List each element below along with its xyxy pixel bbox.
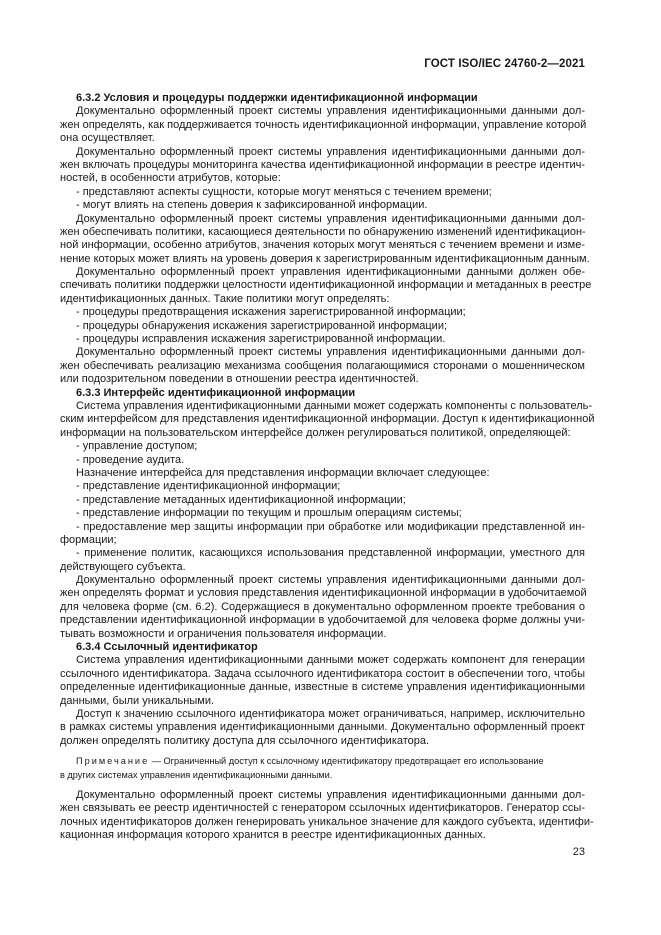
text-line: лочных идентификаторов должен генерировать уникальное значение для каждого субъекта, идентифи- — [60, 815, 594, 828]
text-line: - проведение аудита. — [76, 453, 185, 466]
text-line: - могут влиять на степень доверия к зафиксированной информации. — [76, 199, 428, 212]
text-line: должен определять политику доступа для ссылочного идентификатора. — [60, 734, 430, 747]
text-line: жен определять формат и условия представления идентификационной информации в удобочитаемой — [60, 587, 587, 600]
text-line: ной информации, особенно атрибутов, значения которых могут меняться с течением времени и изме- — [60, 239, 585, 252]
text-line: ностей, в особенности атрибутов, которые: — [60, 172, 281, 185]
text-line: Система управления идентификационными данными может содержать компоненты с пользователь- — [76, 399, 593, 412]
text-line: идентификационных данных. Такие политики могут определять: — [60, 292, 390, 305]
text-line: Документально оформленный проект системы управления идентификационными данными дол- — [76, 145, 585, 158]
text-line: ссылочного идентификатора. Задача ссылочного идентификатора состоит в обеспечении того, чтобы — [60, 667, 585, 680]
text-line: - процедуры предотвращения искажения зарегистрированной информации; — [76, 306, 466, 319]
spacer — [60, 782, 585, 789]
text-line: жен обеспечивать политики, касающиеся деятельности по обнаружению изменений идентификацион- — [60, 225, 586, 238]
text-line: в рамках системы управления идентификационными данными. Документально оформленный проект — [60, 721, 585, 734]
text-line: Документально оформленный проект системы управления идентификационными данными дол- — [76, 105, 585, 118]
text-line: ским интерфейсом для представления идентификационной информации. Доступ к идентификационной — [60, 413, 595, 426]
text-line: для человека форме (см. 6.2). Содержащиеся в документально оформленном проекте требования о — [60, 600, 585, 613]
text-line: жен определять, как поддерживается точность идентификационной информации, управление которой — [60, 118, 587, 131]
text-line: в других системах управления идентификационными данными. — [60, 769, 333, 780]
text-line: представлении идентификационной информации в удобочитаемой для человека форме должны учи- — [60, 614, 585, 627]
text-line: информации на пользовательском интерфейсе должен регулироваться политикой, определяющей: — [60, 426, 571, 439]
text-line: - управление доступом; — [76, 440, 198, 453]
text-line: определенные идентификационные данные, известные в системе управления идентификационными — [60, 681, 585, 694]
section-heading: 6.3.3 Интерфейс идентификационной информации — [76, 386, 356, 399]
text-line: нение которых может влиять на уровень доверия к зарегистрированным идентификационным данным. — [60, 252, 590, 265]
text-line: данными, были уникальными. — [60, 694, 215, 707]
page-number: 23 — [572, 846, 585, 858]
standard-header: ГОСТ ISO/IEC 24760-2—2021 — [424, 58, 585, 70]
note-text: — Ограниченный доступ к ссылочному идентификатору предотвращает его использование — [149, 756, 544, 767]
text-line: Назначение интерфейса для представления информации включает следующее: — [76, 466, 490, 479]
text-line: - процедуры обнаружения искажения зарегистрированной информации; — [76, 319, 448, 332]
text-line: - представляют аспекты сущности, которые могут меняться с течением времени; — [76, 185, 492, 198]
spacer — [60, 748, 585, 755]
text-line: - применение политик, касающихся использования представленной информации, уместного для — [76, 547, 585, 560]
text-line: тывать возможности и ограничения пользователя информации. — [60, 627, 387, 640]
text-line: Документально оформленный проект системы управления идентификационными данными дол- — [76, 788, 585, 801]
text-line: - представление метаданных идентификационной информации; — [76, 493, 406, 506]
text-line: - процедуры исправления искажения зарегистрированной информации. — [76, 333, 446, 346]
text-line: - предоставление мер защиты информации при обработке или модификации представленной ин- — [76, 520, 585, 533]
text-line: или подозрительном поведении в отношении реестра идентичностей. — [60, 373, 419, 386]
text-line: Система управления идентификационными данными может содержать компонент для генерации — [76, 654, 585, 667]
body-text — [60, 92, 595, 842]
note-line — [60, 755, 585, 768]
note-label: Примечание — [76, 756, 150, 767]
text-line: Документально оформленный проект системы управления идентификационными данными дол- — [76, 574, 585, 587]
text-line: жен включать процедуры мониторинга качества идентификационной информации в реестре идентич- — [60, 158, 585, 171]
text-line: - представление идентификационной информации; — [76, 480, 341, 493]
text-line: Документально оформленный проект системы управления идентификационными данными дол- — [76, 346, 585, 359]
section-heading: 6.3.4 Ссылочный идентификатор — [76, 641, 258, 654]
text-line: спечивать политики поддержки целостности идентификационной информации и метаданных в реестре — [60, 279, 592, 292]
text-line: она осуществляет. — [60, 132, 155, 145]
text-line: жен связывать ее реестр идентичностей с генератором ссылочных идентификаторов. Генератор ссы- — [60, 802, 585, 815]
text-line: действующего субъекта. — [60, 560, 186, 573]
text-line: Документально оформленный проект управления идентификационными данными должен обе- — [76, 266, 585, 279]
text-line: Документально оформленный проект системы управления идентификационными данными дол- — [76, 212, 585, 225]
text-line: формации; — [60, 533, 117, 546]
text-line: - представление информации по текущим и прошлым операциям системы; — [76, 507, 462, 520]
text-line: Доступ к значению ссылочного идентификатора может ограничиваться, например, исключительно — [76, 707, 585, 720]
text-line: кационная информация которого хранится в реестре идентификационных данных. — [60, 829, 486, 842]
text-line: жен обеспечивать реализацию механизма сообщения полагающимися сторонами о мошенническом — [60, 359, 585, 372]
section-heading: 6.3.2 Условия и процедуры поддержки идентификационной информации — [76, 92, 478, 104]
